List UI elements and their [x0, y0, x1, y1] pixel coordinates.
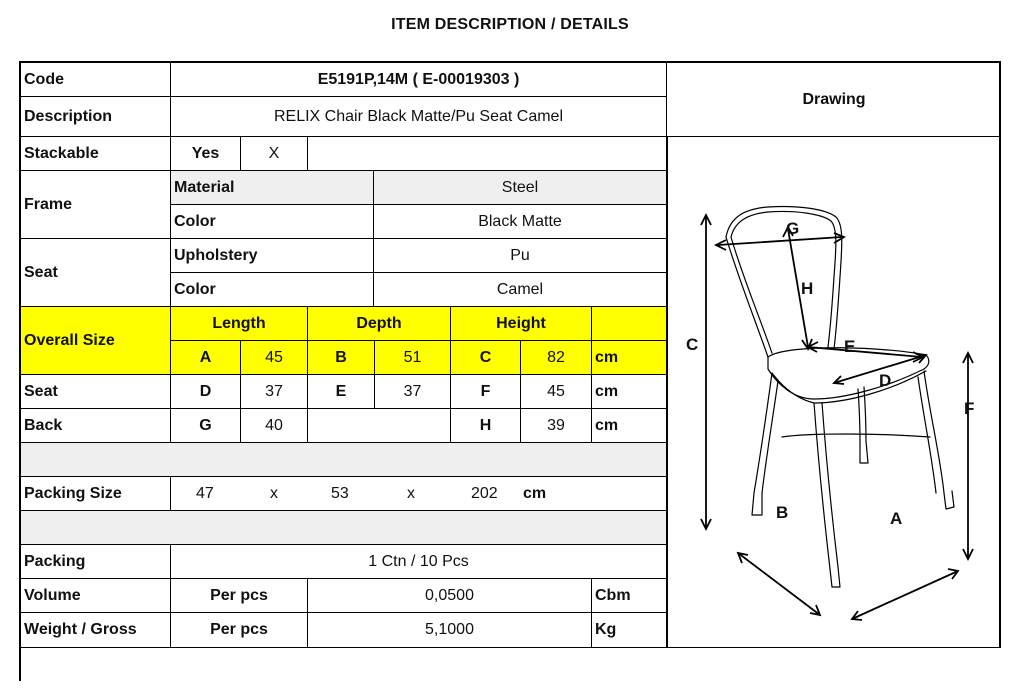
overall-unit: cm	[592, 341, 667, 375]
frame-label: Frame	[21, 171, 171, 239]
packing-value: 1 Ctn / 10 Pcs	[171, 545, 667, 579]
chair-drawing	[668, 137, 1001, 647]
dim-g-label: G	[171, 409, 241, 443]
packing-size-row	[171, 477, 667, 511]
code-label: Code	[21, 63, 171, 97]
back-blank	[308, 409, 451, 443]
seat-dims-label: Seat	[21, 375, 171, 409]
drawing-label: Drawing	[667, 63, 1001, 137]
dim-c-value: 82	[521, 341, 592, 375]
weight-label: Weight / Gross	[21, 613, 171, 648]
seat-upholstery-label: Upholstery	[171, 239, 374, 273]
dim-f-label: F	[451, 375, 521, 409]
height-header: Height	[451, 307, 592, 341]
dim-c-label: C	[451, 341, 521, 375]
length-header: Length	[171, 307, 308, 341]
stackable-label: Stackable	[21, 137, 171, 171]
weight-unit: Kg	[592, 613, 667, 648]
dim-b-label: B	[308, 341, 375, 375]
seat-upholstery-value: Pu	[374, 239, 667, 273]
label-e: E	[844, 337, 856, 356]
volume-unit: Cbm	[592, 579, 667, 613]
weight-value: 5,1000	[308, 613, 592, 648]
label-d: D	[879, 371, 892, 390]
seat-color-value: Camel	[374, 273, 667, 307]
spec-sheet	[19, 61, 1001, 681]
code-value: E5191P,14M ( E-00019303 )	[171, 63, 667, 97]
label-c: C	[686, 335, 699, 354]
dim-d-value: 37	[241, 375, 308, 409]
seat-dims-unit: cm	[592, 375, 667, 409]
dim-a-label: A	[171, 341, 241, 375]
weight-per: Per pcs	[171, 613, 308, 648]
label-h: H	[801, 279, 814, 298]
frame-material-value: Steel	[374, 171, 667, 205]
volume-per: Per pcs	[171, 579, 308, 613]
spacer-band	[21, 443, 667, 477]
dim-f-value: 45	[521, 375, 592, 409]
back-dims-label: Back	[21, 409, 171, 443]
packing-width: 53	[331, 484, 349, 502]
dim-e-label: E	[308, 375, 375, 409]
back-dims-unit: cm	[592, 409, 667, 443]
dim-b-value: 51	[375, 341, 451, 375]
overall-size-label: Overall Size	[21, 307, 171, 375]
packing-length: 47	[196, 484, 214, 502]
label-a: A	[890, 509, 903, 528]
chair-outline	[668, 137, 1001, 647]
packing-label: Packing	[21, 545, 171, 579]
seat-label: Seat	[21, 239, 171, 307]
description-value: RELIX Chair Black Matte/Pu Seat Camel	[171, 97, 667, 137]
dim-g-value: 40	[241, 409, 308, 443]
dim-h-label: H	[451, 409, 521, 443]
label-f: F	[964, 399, 975, 418]
footer-blank	[21, 648, 1001, 681]
packing-unit: cm	[523, 484, 547, 502]
seat-color-label: Color	[171, 273, 374, 307]
dim-d-label: D	[171, 375, 241, 409]
label-b: B	[776, 503, 789, 522]
overall-blank	[592, 307, 667, 341]
depth-header: Depth	[308, 307, 451, 341]
page-title: ITEM DESCRIPTION / DETAILS	[391, 16, 629, 33]
spacer-band-2	[21, 511, 667, 545]
dim-h-value: 39	[521, 409, 592, 443]
label-g: G	[786, 219, 800, 238]
volume-value: 0,0500	[308, 579, 592, 613]
packing-x2: x	[407, 484, 415, 502]
frame-color-value: Black Matte	[374, 205, 667, 239]
volume-label: Volume	[21, 579, 171, 613]
stackable-blank	[308, 137, 667, 171]
stackable-mark: X	[241, 137, 308, 171]
packing-height: 202	[471, 484, 498, 502]
frame-color-label: Color	[171, 205, 374, 239]
dim-a-value: 45	[241, 341, 308, 375]
packing-size-label: Packing Size	[21, 477, 171, 511]
stackable-yes: Yes	[171, 137, 241, 171]
dim-e-value: 37	[375, 375, 451, 409]
packing-x1: x	[270, 484, 278, 502]
frame-material-label: Material	[171, 171, 374, 205]
description-label: Description	[21, 97, 171, 137]
